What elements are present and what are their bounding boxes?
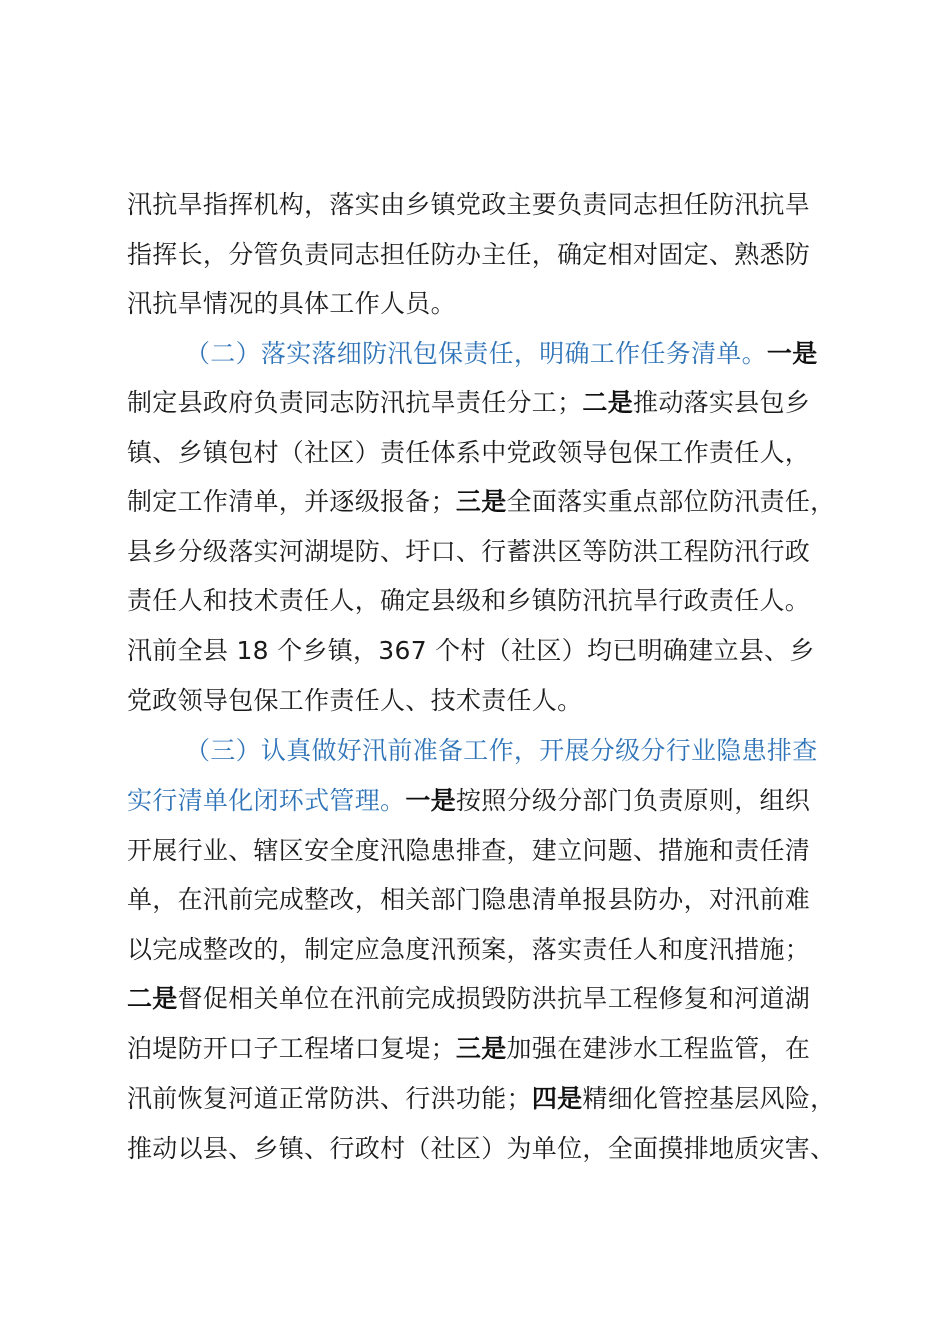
paragraph-2-line-3: 镇、乡镇包村（社区）责任体系中党政领导包保工作责任人， <box>127 438 811 467</box>
paragraph-3-line-6 <box>127 984 810 1014</box>
text-segment: 加强在建涉水工程监管，在 <box>506 1034 811 1063</box>
section-heading-2: （二）落实落细防汛包保责任，明确工作任务清单。 <box>185 339 767 368</box>
paragraph-3-line-2 <box>127 786 810 816</box>
ordinal-second: 二是 <box>582 388 634 417</box>
ordinal-first: 一是 <box>405 786 456 815</box>
paragraph-1-line-2: 指挥长，分管负责同志担任防办主任，确定相对固定、熟悉防 <box>127 240 811 269</box>
paragraph-2-line-6: 责任人和技术责任人，确定县级和乡镇防汛抗旱行政责任人。 <box>127 586 811 615</box>
paragraph-1-line-1: 汛抗旱指挥机构，落实由乡镇党政主要负责同志担任防汛抗旱 <box>127 190 811 219</box>
paragraph-2-line-5: 县乡分级落实河湖堤防、圩口、行蓄洪区等防洪工程防汛行政 <box>127 537 811 566</box>
paragraph-2-line-4 <box>127 487 835 517</box>
paragraph-1-line-3: 汛抗旱情况的具体工作人员。 <box>127 289 456 318</box>
text-segment: 督促相关单位在汛前完成损毁防洪抗旱工程修复和河道湖 <box>177 984 811 1013</box>
text-segment: 制定县政府负责同志防汛抗旱责任分工； <box>127 388 583 417</box>
paragraph-2-line-1 <box>185 339 818 369</box>
paragraph-3-line-4: 单，在汛前完成整改，相关部门隐患清单报县防办，对汛前难 <box>127 885 811 914</box>
paragraph-3-line-3: 开展行业、辖区安全度汛隐患排查，建立问题、措施和责任清 <box>127 836 811 865</box>
paragraph-3-line-5: 以完成整改的，制定应急度汛预案，落实责任人和度汛措施； <box>127 935 811 964</box>
section-heading-3-line-2: 实行清单化闭环式管理。 <box>127 786 406 815</box>
ordinal-fourth: 四是 <box>531 1084 583 1113</box>
text-segment: 全面落实重点部位防汛责任， <box>506 487 836 516</box>
text-segment: 按照分级分部门负责原则，组织 <box>455 786 811 815</box>
paragraph-3-line-7 <box>127 1034 810 1064</box>
text-segment: 制定工作清单，并逐级报备； <box>127 487 456 516</box>
ordinal-third: 三是 <box>455 1034 507 1063</box>
paragraph-3-line-8 <box>127 1084 835 1114</box>
ordinal-second: 二是 <box>127 984 178 1013</box>
text-segment: 泊堤防开口子工程堵口复堤； <box>127 1034 456 1063</box>
paragraph-3-line-9: 推动以县、乡镇、行政村（社区）为单位，全面摸排地质灾害、 <box>127 1134 836 1163</box>
ordinal-third: 三是 <box>455 487 507 516</box>
text-segment: 推动落实县包乡 <box>633 388 811 417</box>
paragraph-2-line-2 <box>127 388 810 418</box>
ordinal-first: 一是 <box>766 339 818 368</box>
section-heading-3-line-1: （三）认真做好汛前准备工作，开展分级分行业隐患排查 <box>185 736 818 765</box>
text-segment: 汛前恢复河道正常防洪、行洪功能； <box>127 1084 532 1113</box>
paragraph-2-line-8: 党政领导包保工作责任人、技术责任人。 <box>127 686 583 715</box>
text-segment: 精细化管控基层风险， <box>582 1084 836 1113</box>
paragraph-2-line-7: 汛前全县 18 个乡镇，367 个村（社区）均已明确建立县、乡 <box>127 636 815 665</box>
